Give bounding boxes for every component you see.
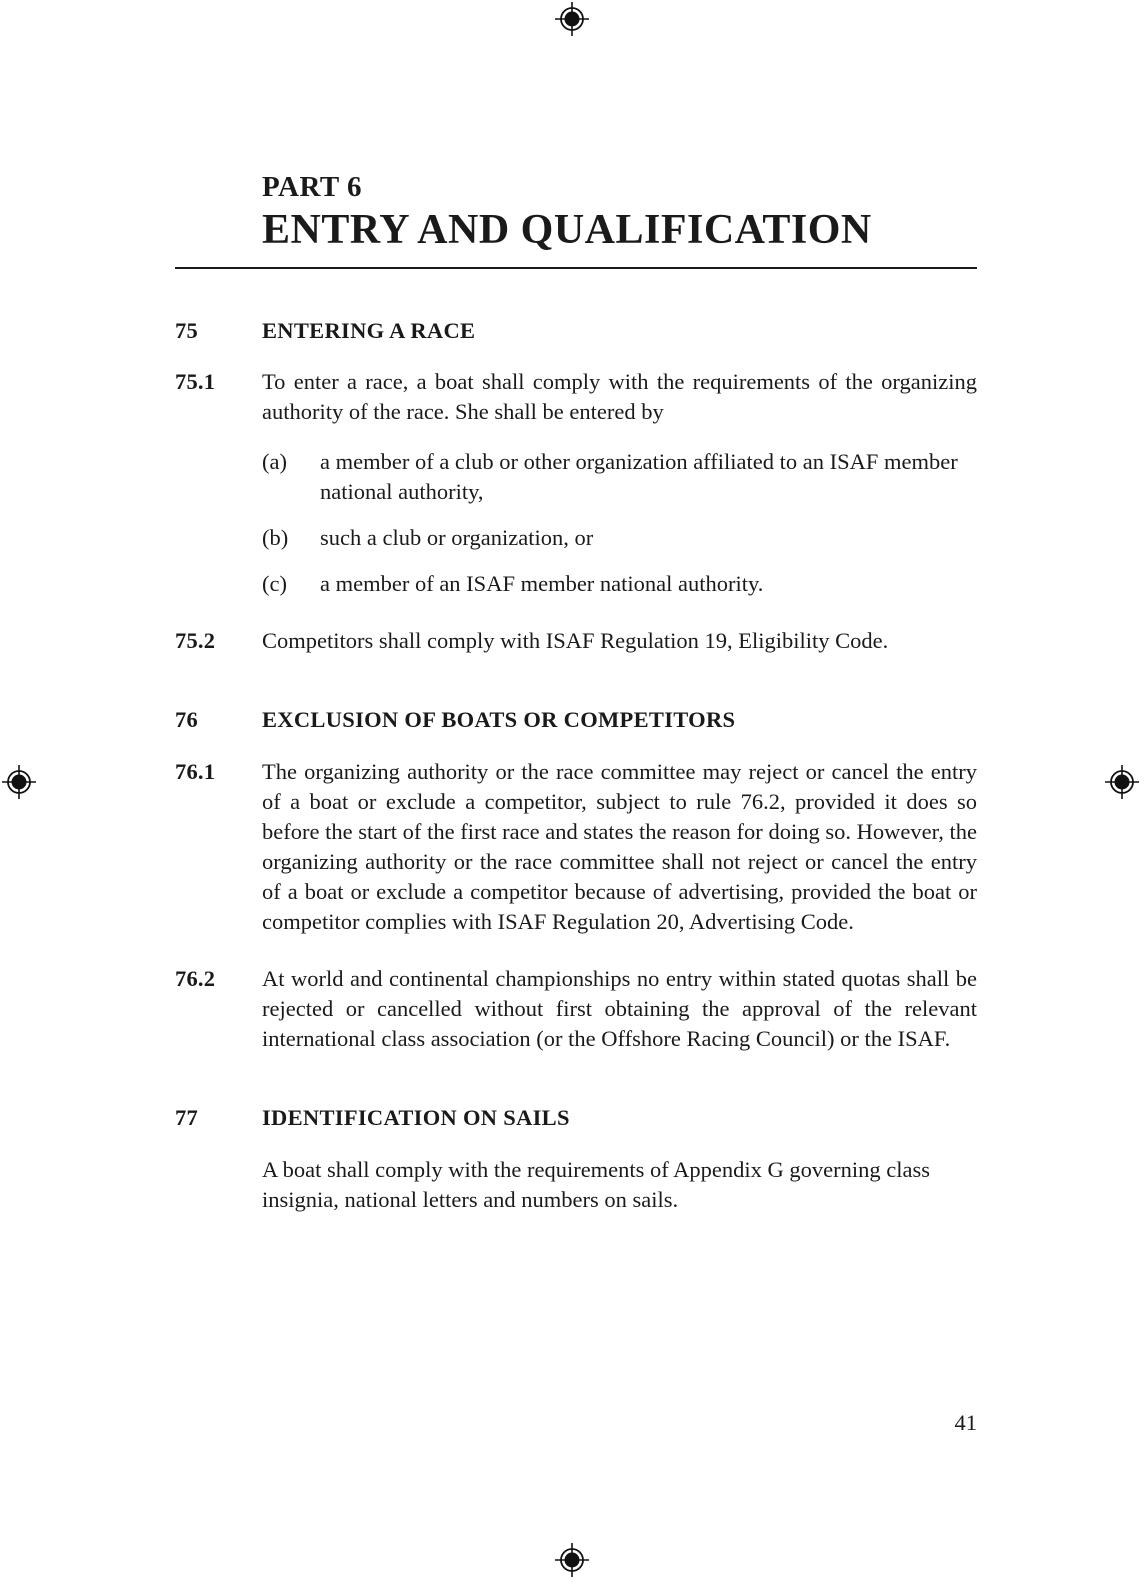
- rule-section-75-2: [175, 626, 977, 656]
- list-item: [262, 569, 977, 599]
- rule-body: To enter a race, a boat shall comply with the requirements of the organizing authority of the race. She shall be entered by: [262, 369, 977, 425]
- page-content: [175, 172, 977, 1215]
- rule-section-75: [175, 316, 977, 346]
- rule-heading: ENTERING A RACE: [262, 317, 476, 343]
- sub-item-label: (b): [262, 524, 289, 550]
- part-header: [175, 172, 977, 253]
- registration-mark-icon-right: [1105, 765, 1139, 799]
- list-item: [262, 523, 977, 553]
- rule-number: 76.2: [175, 965, 216, 991]
- rule-section-76-1: [175, 757, 977, 937]
- rule-number: 75.1: [175, 369, 216, 395]
- rule-section-77: [175, 1103, 977, 1133]
- list-item: [262, 447, 977, 507]
- sub-item-text: such a club or organization, or: [320, 524, 594, 550]
- page-number: 41: [954, 1410, 977, 1435]
- rule-75-1-subitems: [175, 447, 977, 599]
- rule-number: 75.2: [175, 627, 216, 653]
- rule-section-76-2: [175, 964, 977, 1054]
- rule-heading: IDENTIFICATION ON SAILS: [262, 1104, 570, 1130]
- page-title: ENTRY AND QUALIFICATION: [262, 207, 872, 254]
- part-label: PART 6: [262, 171, 362, 203]
- rule-number: 77: [175, 1104, 198, 1130]
- registration-mark-icon-top: [555, 2, 589, 36]
- rule-body: The organizing authority or the race committee may reject or cancel the entry of a boat or exclude a competitor, subject to rule 76.2, provided it does so before the start of the first race and states the reason for doing so. However, the organizing authority or the race committee shall not reject or cancel the entry of a boat or exclude a competitor because of advertising, provided the boat or competitor complies with ISAF Regulation 20, Advertising Code.: [262, 758, 977, 934]
- rule-section-75-1: [175, 367, 977, 427]
- header-divider: [175, 267, 977, 269]
- rule-body: At world and continental championships no entry within stated quotas shall be rejected or cancelled without first obtaining the approval of the relevant international class association (or the Offshore Racing Council) or the ISAF.: [262, 965, 977, 1051]
- rule-number: 76.1: [175, 758, 216, 784]
- sub-item-label: (a): [262, 448, 287, 474]
- rule-section-77-body: [175, 1155, 977, 1215]
- rules-list: [175, 316, 977, 1215]
- rule-body: Competitors shall comply with ISAF Regulation 19, Eligibility Code.: [262, 627, 889, 653]
- registration-mark-icon-bottom: [555, 1543, 589, 1577]
- rule-heading: EXCLUSION OF BOATS OR COMPETITORS: [262, 706, 736, 732]
- sub-item-label: (c): [262, 570, 287, 596]
- rule-number: 75: [175, 317, 198, 343]
- sub-item-text: a member of an ISAF member national authority.: [320, 570, 764, 596]
- rule-section-76: [175, 705, 977, 735]
- sub-item-text: a member of a club or other organization affiliated to an ISAF member national authority,: [320, 448, 958, 504]
- rule-body: A boat shall comply with the requirements of Appendix G governing class insignia, national letters and numbers on sails.: [262, 1156, 931, 1212]
- registration-mark-icon-left: [2, 765, 36, 799]
- rule-number: 76: [175, 706, 198, 732]
